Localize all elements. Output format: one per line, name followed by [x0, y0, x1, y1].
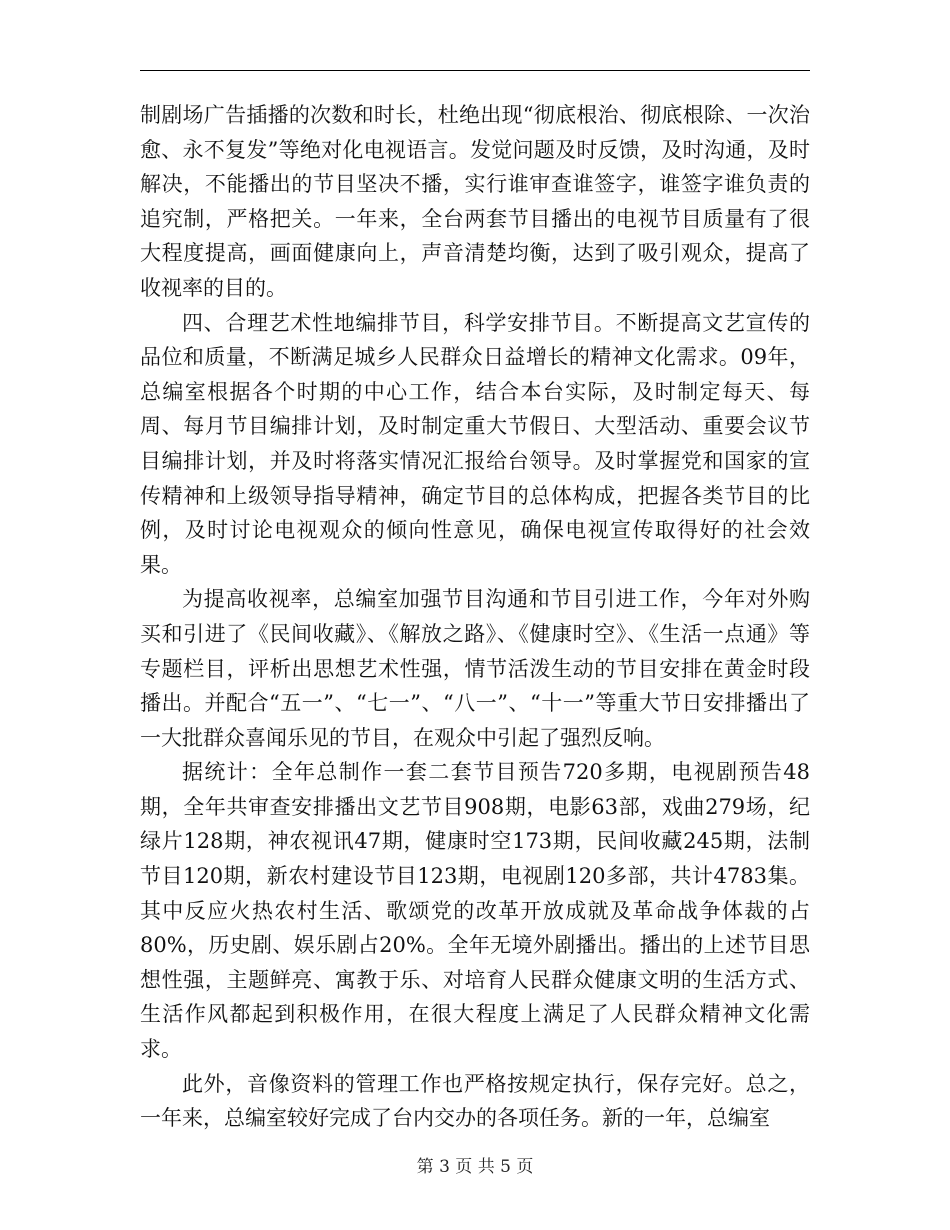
- paragraph-archive: 此外，音像资料的管理工作也严格按规定执行，保存完好。总之，一年来，总编室较好完成了台内交办的各项任务。新的一年，总编室: [140, 1071, 810, 1131]
- page-number-footer: 第 3 页 共 5 页: [416, 1157, 534, 1177]
- header-rule: [140, 70, 810, 71]
- paragraph-statistics: 据统计：全年总制作一套二套节目预告720多期，电视剧预告48期，全年共审查安排播出文艺节目908期，电影63部，戏曲279场，纪绿片128期，神农视讯47期，健康时空173期，民间收藏245期，法制节目120期，新农村建设节目123期，电视剧120多部，共计4783集。其中反应火热农村生活、歌颂党的改革开放成就及革命战争体裁的占80%，历史剧、娱乐剧占20%。全年无境外剧播出。播出的上述节目思想性强，主题鲜亮、寓教于乐、对培育人民群众健康文明的生活方式、生活作风都起到积极作用，在很大程度上满足了人民群众精神文化需求。: [140, 760, 810, 1062]
- paragraph-continued: 制剧场广告插播的次数和时长，杜绝出现“彻底根治、彻底根除、一次治愈、永不复发”等绝对化电视语言。发觉问题及时反馈，及时沟通，及时解决，不能播出的节目坚决不播，实行谁审查谁签字，谁签字谁负责的追究制，严格把关。一年来，全台两套节目播出的电视节目质量有了很大程度提高，画面健康向上，声音清楚均衡，达到了吸引观众，提高了收视率的目的。: [140, 103, 810, 300]
- paragraph-section-four: 四、合理艺术性地编排节目，科学安排节目。不断提高文艺宣传的品位和质量，不断满足城乡人民群众日益增长的精神文化需求。09年，总编室根据各个时期的中心工作，结合本台实际，及时制定每天、每周、每月节目编排计划，及时制定重大节假日、大型活动、重要会议节目编排计划，并及时将落实情况汇报给台领导。及时掌握党和国家的宣传精神和上级领导指导精神，确定节目的总体构成，把握各类节目的比例，及时讨论电视观众的倾向性意见，确保电视宣传取得好的社会效果。: [140, 310, 810, 577]
- paragraph-ratings: 为提高收视率，总编室加强节目沟通和节目引进工作，今年对外购买和引进了《民间收藏》、《解放之路》、《健康时空》、《生活一点通》等专题栏目，评析出思想艺术性强，情节活泼生动的节目安排在黄金时段播出。并配合“五一”、“七一”、“八一”、“十一”等重大节日安排播出了一大批群众喜闻乐见的节目，在观众中引起了强烈反响。: [140, 587, 810, 750]
- body-text: [140, 98, 810, 1136]
